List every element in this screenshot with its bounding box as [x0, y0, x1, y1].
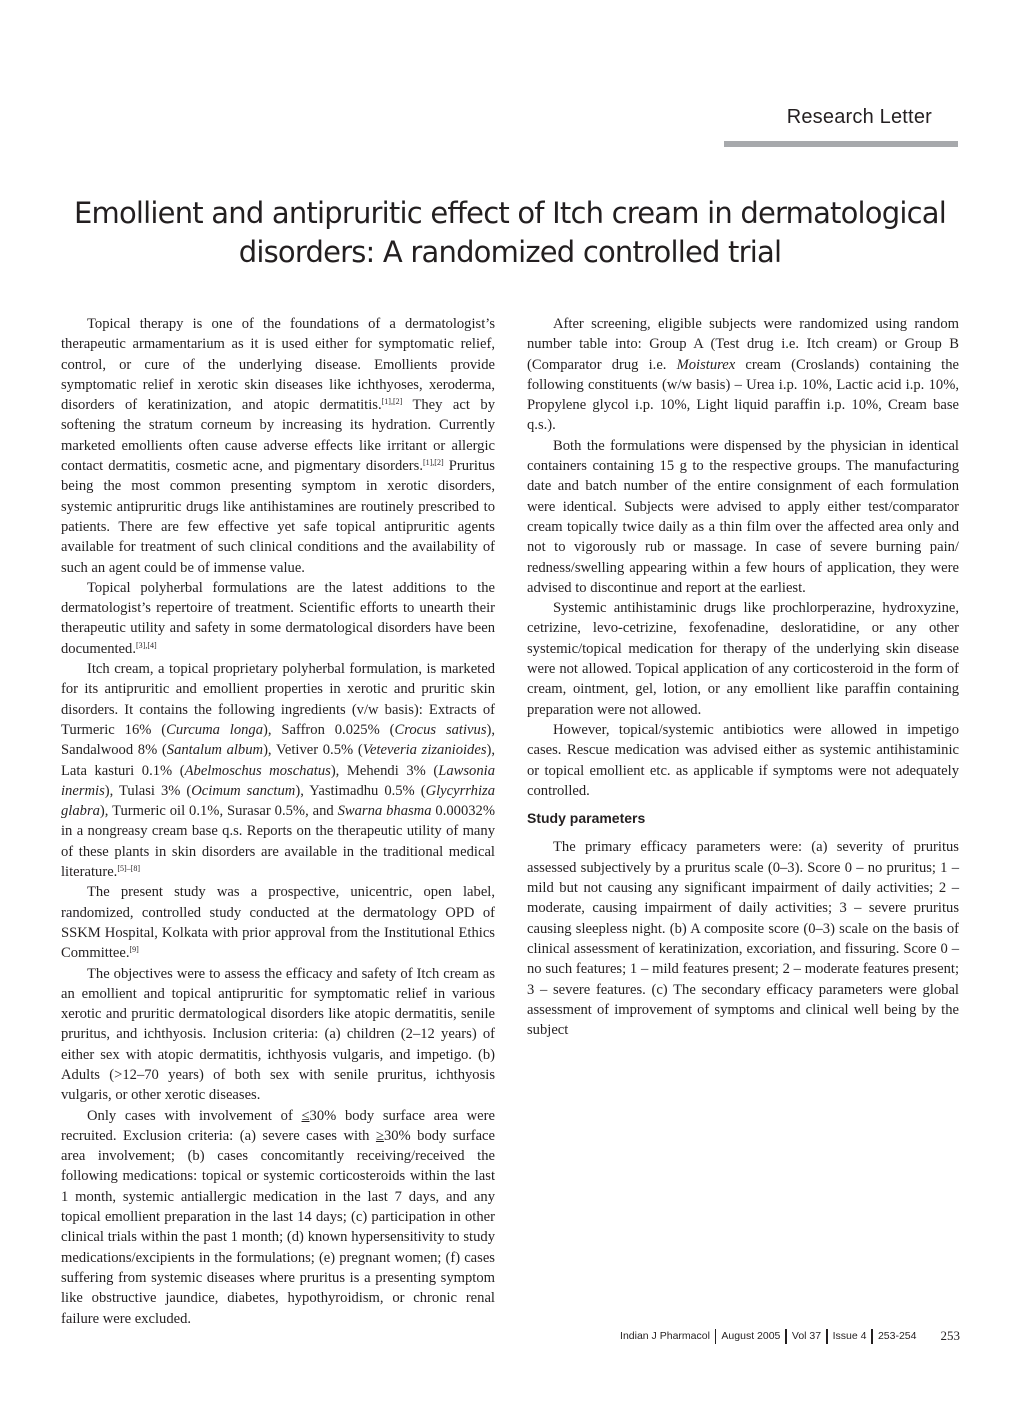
right-column [527, 314, 959, 1040]
footer-issue: Issue 4 [832, 1330, 867, 1342]
left-column [61, 314, 495, 1329]
footer-separator [715, 1329, 717, 1344]
footer-separator [871, 1329, 873, 1344]
footer-separator [785, 1329, 787, 1344]
footer-date: August 2005 [721, 1330, 781, 1342]
paragraph-intro: Topical therapy is one of the foundations of a dermatologist’s therapeutic armamentarium as it is used either for symptomatic relief, control, or cure of the underlying disease. Emollients provide symptomatic relief in xerotic skin diseases like ichthyoses, xeroderma, disorders of keratinization, and atopic dermatitis.[1],[2] They act by softening the stratum corneum by increasing its hydration. Currently marketed emollients often cause adverse effects like irritant or allergic contact dermatitis, cosmetic acne, and pigmentary disorders.[1],[2] Pruritus being the most common presenting symptom in xerotic disorders, systemic antipruritic drugs like antihistamines are routinely prescribed to patients. There are few effective yet safe topical antipruritic agents available for treatment of such clinical conditions and the availability of such an agent could be of immense value. [61, 316, 495, 576]
section-rule [724, 141, 958, 147]
paragraph-study-design: The present study was a prospective, unicentric, open label, randomized, controlled study conducted at the dermatology OPD of SSKM Hospital, Kolkata with prior approval from the Institutional Ethics Committee.[9] [61, 884, 495, 962]
paragraph-concomitant: Systemic antihistaminic drugs like prochlorperazine, hydroxyzine, cetrizine, levo-cetrizine, fexofenadine, desloratidine, or any other systemic/topical medication for therapy of the underlying skin disease were not allowed. Topical application of any corticosteroid in the form of cream, ointment, gel, lotion, or any emollient like paraffin containing preparation were not allowed. [527, 600, 959, 718]
citation: [1],[2] [422, 458, 444, 468]
paragraph-itch-cream: Itch cream, a topical proprietary polyherbal formulation, is marketed for its antipruritic and emollient properties in xerotic and pruritic skin disorders. It contains the following ingredients (v/w basis): Extracts of Turmeric 16% (Curcuma longa), Saffron 0.025% (Crocus sativus), Sandalwood 8% (Santalum album), Vetiver 0.5% (Veteveria zizanioides), Lata kasturi 0.1% (Abelmoschus moschatus), Mehendi 3% (Lawsonia inermis), Tulasi 3% (Ocimum sanctum), Yastimadhu 0.5% (Glycyrrhiza glabra), Turmeric oil 0.1%, Surasar 0.5%, and Swarna bhasma 0.00032% in a nongreasy cream base q.s. Reports on the therapeutic utility of many of these plants in skin disorders are available in the traditional medical literature.[5]–[8] [61, 661, 496, 881]
article-title: Emollient and antipruritic effect of Itch cream in dermatological disorders: A randomized controlled trial [73, 196, 946, 269]
citation: [1],[2] [381, 397, 403, 407]
paragraph-dispensing: Both the formulations were dispensed by the physician in identical containers containing 15 g to the respective groups. The manufacturing date and batch number of the entire consignment of each formulation were identical. Subjects were advised to apply either test/comparator cream topically twice daily as a thin film over the affected area only and not to vigorously rub or massage. In case of severe burning pain/ redness/swelling appearing within a few hours of application, they were advised to discontinue and report at the earliest. [527, 437, 959, 596]
footer-volume: Vol 37 [791, 1330, 822, 1342]
footer-separator [826, 1329, 828, 1344]
citation: [5]–[8] [117, 864, 140, 874]
paragraph-randomization: After screening, eligible subjects were randomized using random number table into: Group A (Test drug i.e. Itch cream) or Group B (Comparator drug i.e. Moisturex cream (Croslands) containing the following constituents (w/w basis) – Urea i.p. 10%, Lactic acid i.p. 10%, Propylene glycol i.p. 10%, Light liquid paraffin i.p. 10%, Cream base q.s.). [527, 316, 959, 434]
paragraph-polyherbal: Topical polyherbal formulations are the latest additions to the dermatologist’s repertoire of treatment. Scientific efforts to unearth their therapeutic utility and safety in some dermatological disorders have been documented.[3],[4] [61, 579, 495, 657]
footer-pages: 253-254 [877, 1330, 917, 1342]
paragraph-antibiotics: However, topical/systemic antibiotics were allowed in impetigo cases. Rescue medication was advised either as systemic antihistaminic or topical emollient etc. as applicable if symptoms were not adequately controlled. [527, 721, 959, 799]
citation: [9] [129, 945, 139, 955]
citation: [3],[4] [135, 640, 157, 650]
footer-journal: Indian J Pharmacol [620, 1330, 710, 1342]
paragraph-exclusion: Only cases with involvement of ≤30% body surface area were recruited. Exclusion criteria: (a) severe cases with ≥30% body surface area involvement; (b) cases concomitantly receiving/received the following medications: topical or systemic corticosteroids within the last 1 month, systemic antiallergic medication in the last 7 days, and any topical emollient preparation in the last 14 days; (c) participation in other clinical trials within the past 1 month; (d) known hypersensitivity to study medications/excipients in the formulations; (e) pregnant women; (f) cases suffering from systemic diseases where pruritus is a presenting symptom like obstructive jaundice, diabetes, hypothyroidism, or chronic renal failure were excluded. [61, 1107, 495, 1327]
page-number: 253 [940, 1328, 960, 1343]
paragraph-objectives: The objectives were to assess the efficacy and safety of Itch cream as an emollient and topical antipruritic for symptomatic relief in various xerotic and pruritic dermatological disorders like atopic dermatitis, senile pruritus, and ichthyosis. Inclusion criteria: (a) children (2–12 years) of either sex with atopic dermatitis, ichthyosis vulgaris, and impetigo. (b) Adults (>12–70 years) of both sex with senile pruritus, ichthyosis vulgaris, or other xerotic diseases. [61, 965, 495, 1104]
page-footer [620, 1328, 960, 1344]
section-label: Research Letter [786, 106, 932, 128]
heading-study-parameters: Study parameters [527, 810, 646, 827]
paragraph-parameters: The primary efficacy parameters were: (a) severity of pruritus assessed subjectively by a pruritus scale (0–3). Score 0 – no pruritus; 1 – mild but not causing any significant impairment of daily activities; 2 – moderate, causing impairment of daily activities; 3 – severe pruritus causing sleepless night. (b) A composite score (0–3) scale on the basis of clinical assessment of keratinization, excoriation, and fissuring. Score 0 – no such features; 1 – mild features present; 2 – moderate features present; 3 – severe features. (c) The secondary efficacy parameters were global assessment of improvement of symptoms and clinical well being by the subject [527, 839, 959, 1039]
